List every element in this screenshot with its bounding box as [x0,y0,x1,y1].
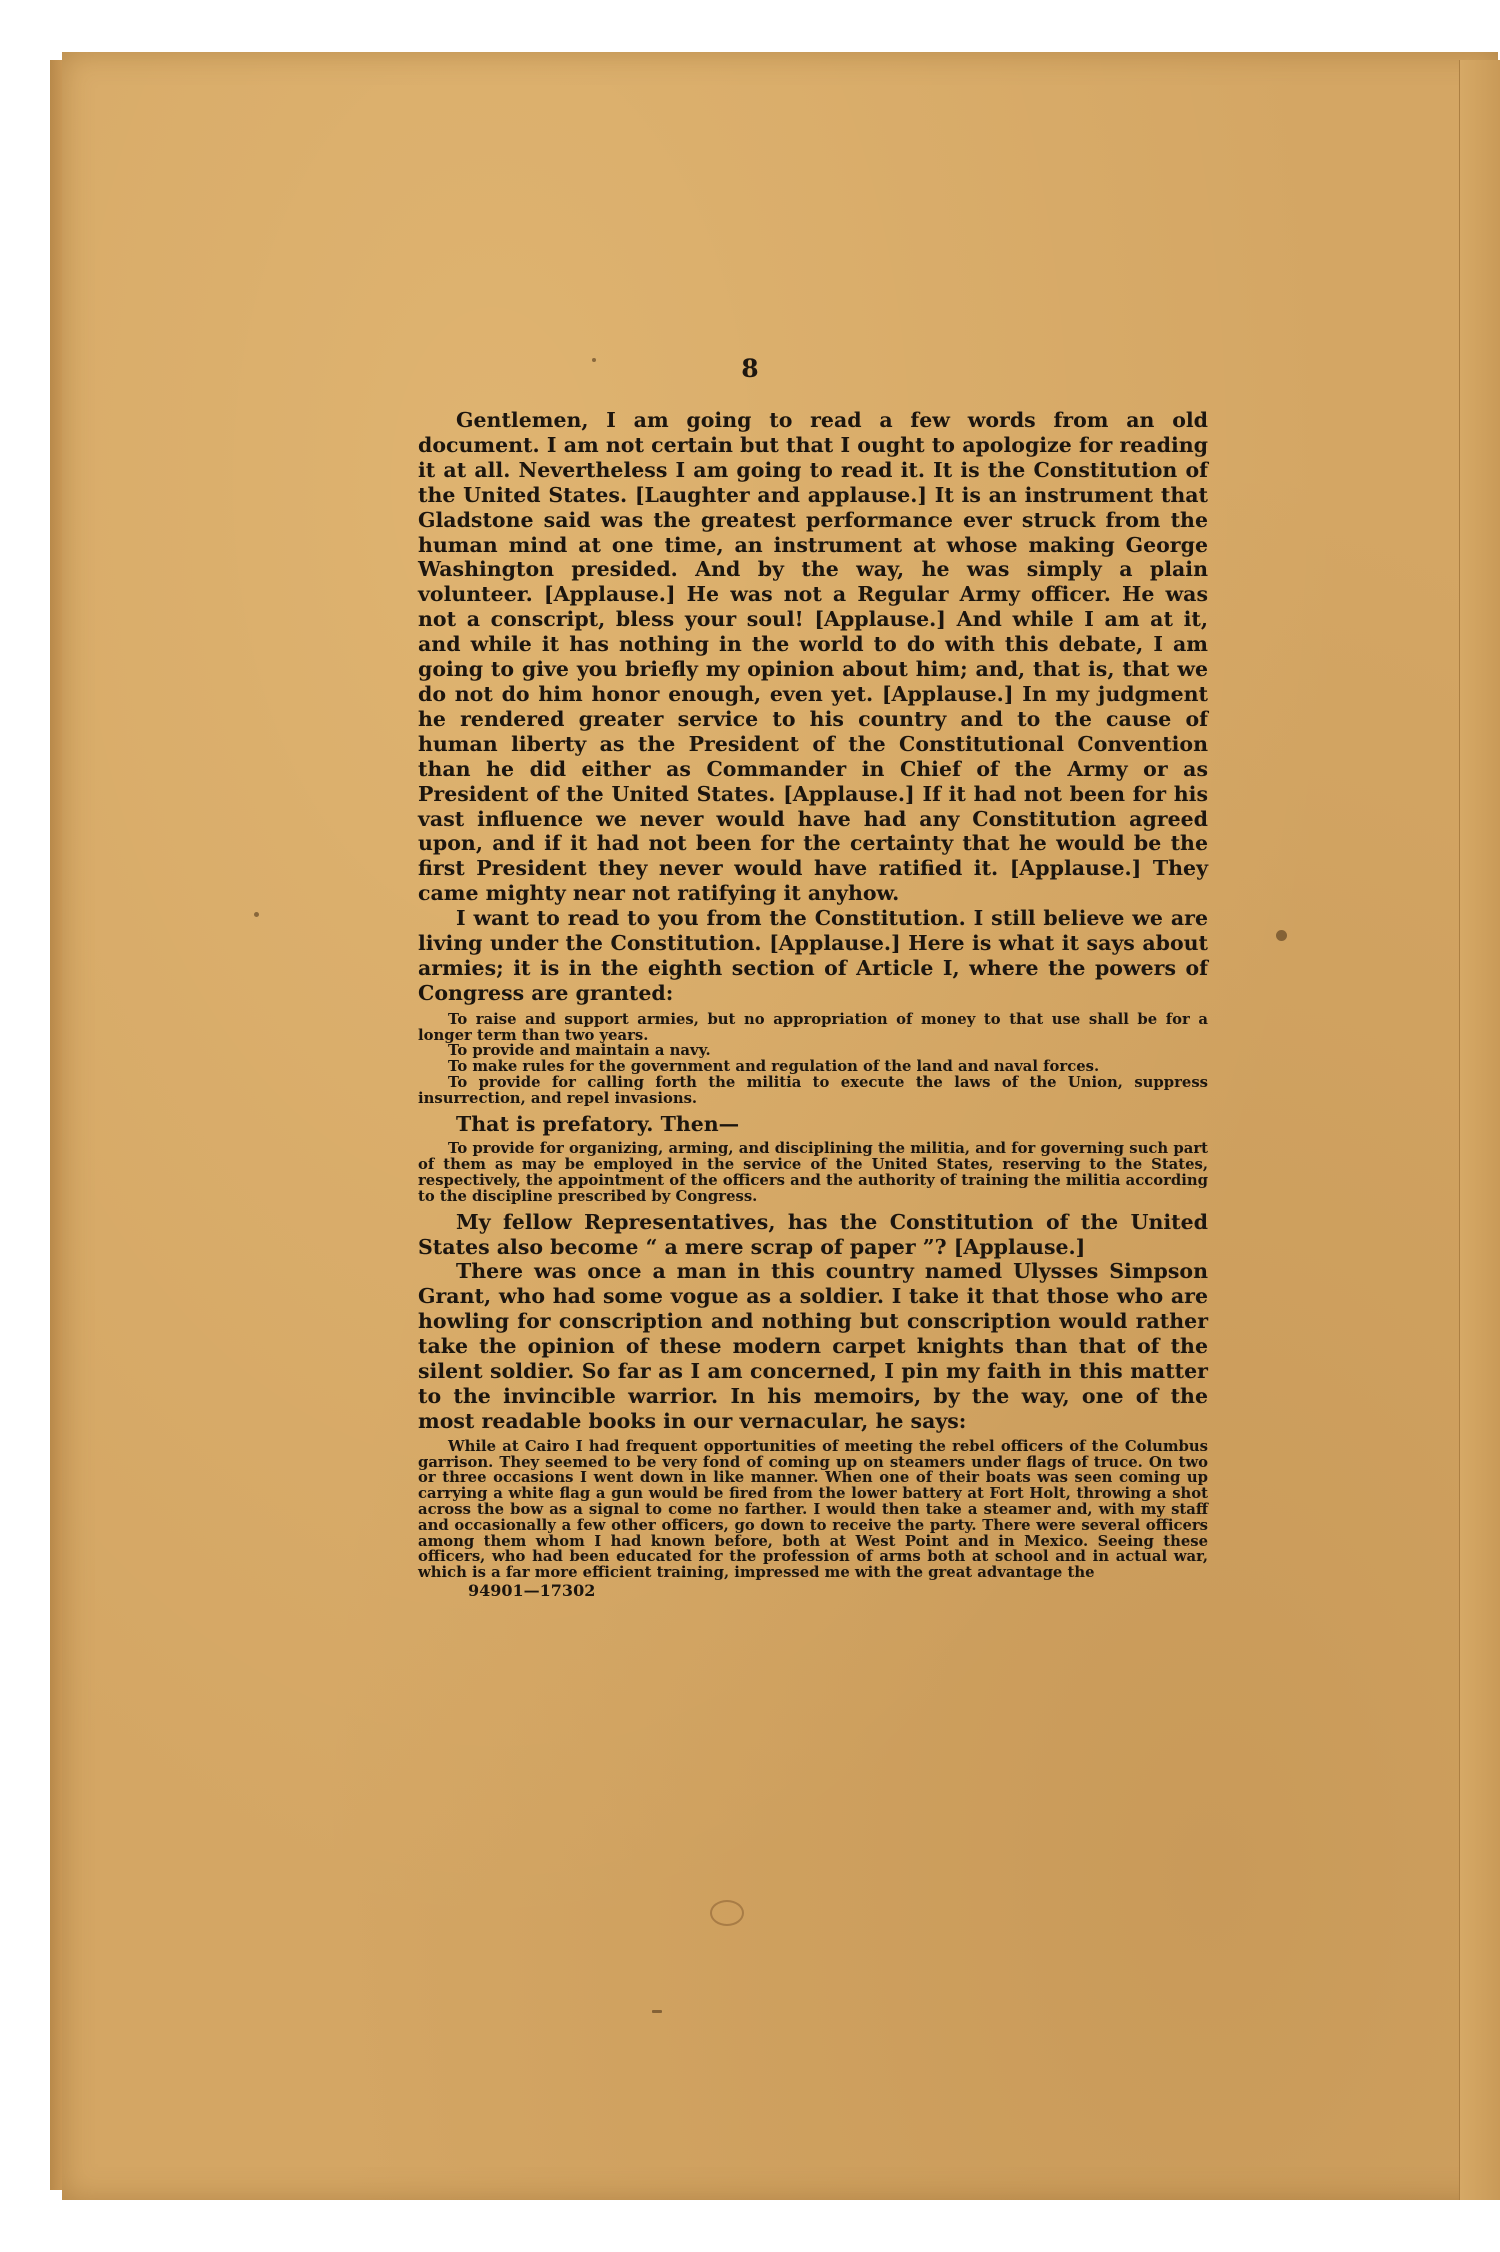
print-code: 94901—17302 [468,1580,596,1600]
paragraph-constitution-intro: I want to read to you from the Constitution. I still believe we are living under the Constitution. [Applause.] Here is what it says about armies; it is in the eighth section of Article I, where the powers of Congress are granted: [418,906,1208,1005]
paragraph-washington: Gentlemen, I am going to read a few words from an old document. I am not certain but that I ought to apologize for reading it at all. Nevertheless I am going to read it. It is the Constitution of the United States. [Laughter and applause.] It is an instrument that Gladstone said was the greatest performance ever struck from the human mind at one time, an instrument at whose making George Washington presided. And by the way, he was simply a plain volunteer. [Applause.] He was not a Regular Army officer. He was not a conscript, bless your soul! [Applause.] And while I am at it, and while it has nothing in the world to do with this debate, I am going to give you briefly my opinion about him; and, that is, that we do not do him honor enough, even yet. [Applause.] In my judgment he rendered greater service to his country and to the cause of human liberty as the President of the Constitutional Convention than he did either as Commander in Chief of the Army or as President of the United States. [Applause.] If it had not been for his vast influence we never would have had any Constitution agreed upon, and if it had not been for the certainty that he would be the first President they never would have ratified it. [Applause.] They came mighty near not ratifying it anyhow. [418,408,1208,906]
ink-speck [254,912,259,917]
quote-navy: To provide and maintain a navy. [448,1042,711,1060]
quote-militia: To provide for calling forth the militia to execute the laws of the Union, suppress insurrection, and repel invasions. [418,1073,1208,1107]
faint-stamp-mark [710,1900,744,1926]
paragraph-prefatory: That is prefatory. Then— [456,1111,740,1136]
quote-armies: To raise and support armies, but no appropriation of money to that use shall be for a longer term than two years. [418,1010,1208,1044]
quote-grant-memoirs: While at Cairo I had frequent opportunities of meeting the rebel officers of the Columbus garrison. They seemed to be very fond of coming up on steamers under flags of truce. On two or three occasions I went down in like manner. When one of their boats was seen coming up carrying a white flag a gun would be fired from the lower battery at Fort Holt, throwing a shot across the bow as a signal to come no farther. I would then take a steamer and, with my staff and occasionally a few other officers, go down to receive the party. There were several officers among them whom I had known before, both at West Point and in Mexico. Seeing these officers, who had been educated for the profession of arms both at school and in actual war, which is a far more efficient training, impressed me with the great advantage the [418,1437,1208,1582]
quote-organizing-militia: To provide for organizing, arming, and disciplining the militia, and for governing such part of them as may be employed in the service of the United States, reserving to the States, respectively, the appointment of the officers and the authority of training the militia according to the discipline prescribed by Congress. [418,1140,1208,1205]
paragraph-scrap-of-paper: My fellow Representatives, has the Constitution of the United States also become “ a mere scrap of paper ”? [Applause.] [418,1209,1208,1259]
paragraph-grant: There was once a man in this country named Ulysses Simpson Grant, who had some vogue as a soldier. I take it that those who are howling for conscription and nothing but conscription would rather take the opinion of these modern carpet knights than that of the silent soldier. So far as I am concerned, I pin my faith in this matter to the invincible warrior. In his memoirs, by the way, one of the most readable books in our vernacular, he says: [418,1259,1208,1433]
ink-speck [1276,930,1287,941]
quote-naval-forces: To make rules for the government and regulation of the land and naval forces. [448,1058,1100,1076]
ink-speck [652,2010,662,2013]
page-number: 8 [741,354,759,383]
main-text [418,408,1208,1601]
